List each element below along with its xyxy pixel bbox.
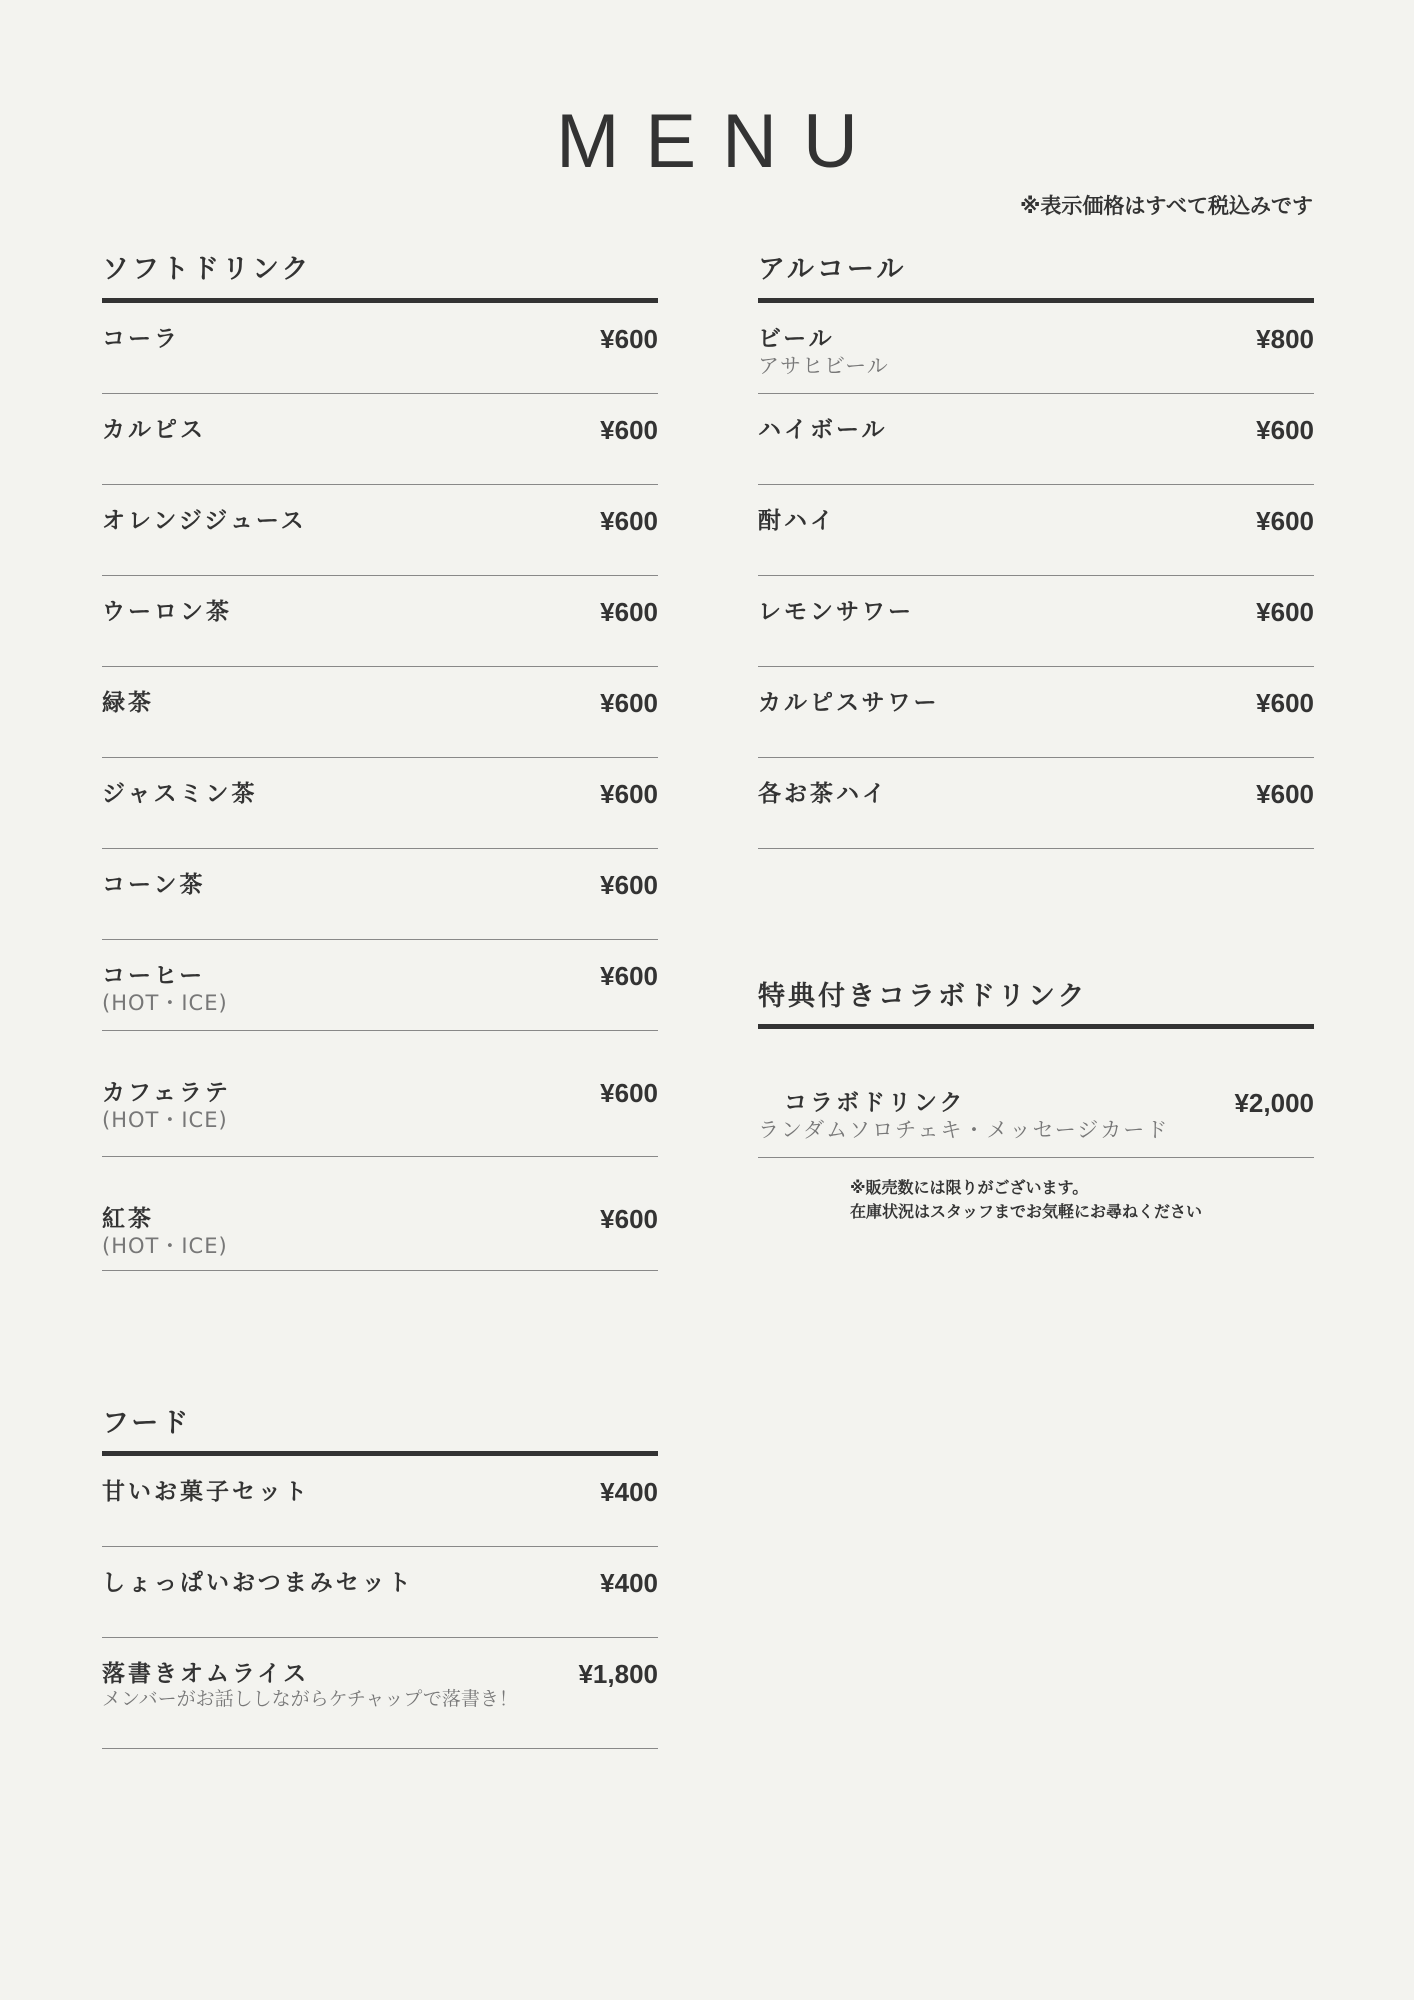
item-price: ¥600 (600, 688, 658, 718)
item-price: ¥600 (1256, 688, 1314, 718)
item-name: 紅茶 (102, 1206, 154, 1232)
item-list (102, 1456, 658, 1749)
stock-notes (850, 1176, 1202, 1224)
item-name: コーラ (102, 326, 180, 352)
note-line: 在庫状況はスタッフまでお気軽にお尋ねください (850, 1202, 1203, 1221)
tax-note: ※表示価格はすべて税込みです (1020, 194, 1313, 218)
item-name: しょっぱいおつまみセット (102, 1570, 414, 1596)
menu-item (758, 576, 1314, 667)
menu-item (102, 1547, 658, 1638)
item-name: コラボドリンク (784, 1090, 966, 1116)
section-heading: フード (102, 1408, 192, 1439)
menu-item (758, 758, 1314, 849)
alcohol-section (758, 255, 1314, 849)
menu-item (102, 849, 658, 940)
item-description: メンバーがお話ししながらケチャップで落書き！ (102, 1688, 518, 1710)
item-name: カルピスサワー (758, 690, 940, 716)
soft-drinks-section (102, 255, 658, 1271)
section-heading: ソフトドリンク (102, 254, 312, 285)
item-description: (HOT・ICE) (102, 1234, 228, 1258)
menu-item (102, 394, 658, 485)
item-name: カルピス (102, 417, 206, 443)
item-price: ¥600 (600, 324, 658, 354)
item-price: ¥1,800 (578, 1659, 658, 1689)
item-description: (HOT・ICE) (102, 991, 228, 1015)
menu-item (102, 1031, 658, 1157)
menu-title: MENU (556, 99, 884, 184)
menu-item (102, 1157, 658, 1271)
item-list (102, 303, 658, 1271)
item-name: コーヒー (102, 963, 206, 989)
menu-item (102, 303, 658, 394)
item-name: 落書きオムライス (102, 1661, 310, 1687)
item-price: ¥600 (1256, 779, 1314, 809)
item-name: 緑茶 (102, 690, 154, 716)
item-name: 酎ハイ (758, 508, 836, 534)
item-price: ¥600 (600, 779, 658, 809)
item-name: ジャスミン茶 (102, 781, 258, 807)
menu-item (102, 940, 658, 1031)
menu-item (102, 1638, 658, 1749)
item-price: ¥600 (600, 506, 658, 536)
item-name: 甘いお菓子セット (102, 1479, 310, 1505)
item-name: ウーロン茶 (102, 599, 232, 625)
item-name: カフェラテ (102, 1080, 231, 1106)
item-price: ¥400 (600, 1477, 658, 1507)
menu-item (758, 1029, 1314, 1158)
menu-item (758, 667, 1314, 758)
item-name: レモンサワー (758, 599, 914, 625)
menu-item (102, 485, 658, 576)
item-name: オレンジジュース (102, 508, 307, 534)
item-price: ¥400 (600, 1568, 658, 1598)
note-line: ※販売数には限りがございます。 (850, 1178, 1089, 1197)
item-list (758, 303, 1314, 849)
food-section (102, 1409, 658, 1749)
item-price: ¥600 (600, 415, 658, 445)
item-list (758, 1029, 1314, 1158)
section-heading: 特典付きコラボドリンク (758, 981, 1088, 1012)
menu-item (102, 576, 658, 667)
item-price: ¥600 (600, 961, 658, 991)
item-description: (HOT・ICE) (102, 1108, 228, 1132)
item-price: ¥600 (1256, 506, 1314, 536)
item-name: ビール (758, 326, 835, 352)
item-name: コーン茶 (102, 872, 206, 898)
item-price: ¥600 (1256, 415, 1314, 445)
menu-item (758, 485, 1314, 576)
item-name: ハイボール (758, 417, 888, 443)
item-price: ¥600 (600, 597, 658, 627)
item-price: ¥600 (600, 870, 658, 900)
menu-item (758, 303, 1314, 394)
item-price: ¥600 (600, 1204, 658, 1234)
menu-item (102, 758, 658, 849)
item-description: ランダムソロチェキ・メッセージカード (758, 1118, 1170, 1142)
item-price: ¥800 (1256, 324, 1314, 354)
item-price: ¥600 (1256, 597, 1314, 627)
section-heading: アルコール (758, 254, 907, 285)
collab-section (758, 982, 1314, 1158)
item-description: アサヒビール (758, 354, 889, 378)
menu-item (102, 1456, 658, 1547)
menu-item (102, 667, 658, 758)
item-name: 各お茶ハイ (758, 781, 888, 807)
menu-item (758, 394, 1314, 485)
item-price: ¥2,000 (1234, 1088, 1314, 1118)
item-price: ¥600 (600, 1078, 658, 1108)
